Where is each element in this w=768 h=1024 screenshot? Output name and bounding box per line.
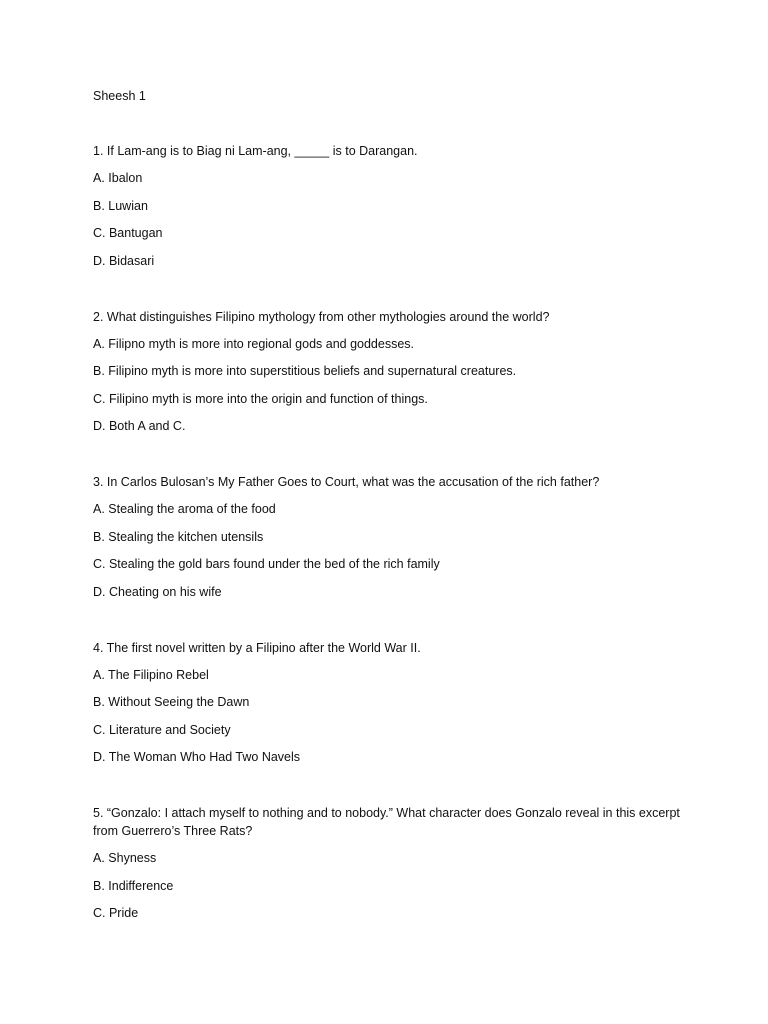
answer-option: D. Bidasari	[93, 253, 155, 268]
answer-option: B. Stealing the kitchen utensils	[93, 529, 264, 544]
question-2	[93, 308, 683, 436]
answer-option: A. Ibalon	[93, 171, 143, 185]
answer-option: B. Without Seeing the Dawn	[93, 695, 250, 709]
question-text: 5. “Gonzalo: I attach myself to nothing and to nobody.” What character does Gonzalo reveal in this excerpt from Guerrero’s Three Rats?	[93, 806, 680, 838]
document-page	[93, 88, 683, 960]
document-title: Sheesh 1	[93, 89, 146, 103]
question-3	[93, 473, 683, 601]
question-4	[93, 639, 683, 767]
answer-option: A. Shyness	[93, 851, 157, 865]
answer-option: D. Cheating on his wife	[93, 584, 222, 599]
answer-option: C. Bantugan	[93, 226, 163, 240]
question-text: 1. If Lam-ang is to Biag ni Lam-ang, _____ is to Darangan.	[93, 144, 418, 158]
answer-option: A. Stealing the aroma of the food	[93, 502, 276, 516]
answer-option: C. Filipino myth is more into the origin and function of things.	[93, 391, 428, 406]
answer-option: C. Literature and Society	[93, 722, 231, 737]
answer-option: C. Stealing the gold bars found under the bed of the rich family	[93, 557, 440, 571]
question-text: 3. In Carlos Bulosan’s My Father Goes to Court, what was the accusation of the rich father?	[93, 475, 600, 489]
answer-option: B. Luwian	[93, 198, 148, 213]
answer-option: B. Indifference	[93, 878, 174, 893]
answer-option: D. The Woman Who Had Two Navels	[93, 750, 301, 764]
answer-option: C. Pride	[93, 906, 139, 920]
question-1	[93, 142, 683, 270]
question-text: 2. What distinguishes Filipino mythology from other mythologies around the world?	[93, 309, 550, 324]
question-text: 4. The first novel written by a Filipino after the World War II.	[93, 640, 421, 655]
question-5	[93, 804, 683, 922]
answer-option: D. Both A and C.	[93, 419, 186, 433]
answer-option: B. Filipino myth is more into superstitious beliefs and supernatural creatures.	[93, 364, 517, 378]
answer-option: A. Filipno myth is more into regional gods and goddesses.	[93, 336, 415, 351]
answer-option: A. The Filipino Rebel	[93, 667, 209, 682]
